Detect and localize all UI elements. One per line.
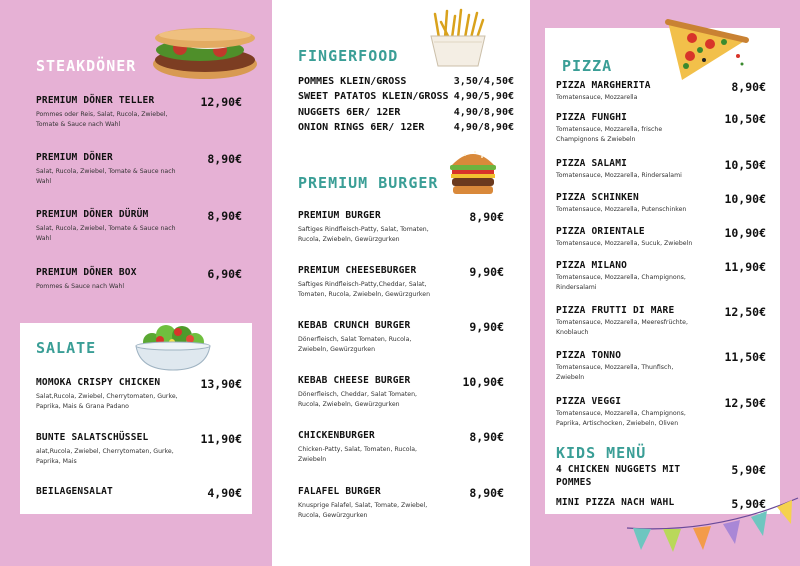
salad-bowl-image	[132, 320, 214, 372]
item-price: 10,90€	[462, 375, 504, 389]
item-price: 5,90€	[731, 497, 766, 511]
item-description: Dönerfleisch, Salat Tomaten, Rucola, Zwiebeln, Gewürzgurken	[298, 336, 412, 353]
menu-item	[36, 152, 242, 186]
item-description: Tomatensauce, Mozzarella, Champignons, Paprika, Artischocken, Zwiebeln, Oliven	[556, 410, 686, 427]
menu-item	[298, 107, 514, 118]
menu-item	[36, 267, 242, 292]
item-description: Salat, Rucola, Zwiebel, Tomate & Sauce nach Wahl	[36, 225, 176, 242]
item-name: BEILAGENSALAT	[36, 486, 113, 497]
item-price: 11,90€	[724, 260, 766, 274]
item-name: PIZZA SCHINKEN	[556, 192, 639, 203]
item-name: PIZZA VEGGI	[556, 396, 622, 407]
item-description: Saftiges Rindfleisch-Patty,Cheddar, Salat, Tomaten, Rucola, Zwiebeln, Gewürzgurken	[298, 281, 430, 298]
item-price: 8,90€	[469, 430, 504, 444]
item-description: Tomatensauce, Mozzarella, Sucuk, Zwiebeln	[556, 240, 693, 247]
item-name: PIZZA FUNGHI	[556, 112, 628, 123]
menu-item	[298, 210, 504, 244]
item-name: KEBAB CRUNCH BURGER	[298, 320, 411, 331]
item-price: 8,90€	[469, 486, 504, 500]
item-price: 10,90€	[724, 192, 766, 206]
item-price: 4,90/8,90€	[453, 107, 514, 118]
menu-item	[298, 76, 514, 87]
item-name: PREMIUM BURGER	[298, 210, 381, 221]
item-price: 4,90€	[207, 486, 242, 500]
item-price: 11,50€	[724, 350, 766, 364]
doener-image	[150, 20, 260, 82]
item-name: PIZZA ORIENTALE	[556, 226, 645, 237]
item-name: NUGGETS 6ER/ 12ER	[298, 107, 401, 118]
item-price: 12,50€	[724, 396, 766, 410]
item-description: Tomatensauce, Mozzarella, frische Champignons & Zwiebeln	[556, 126, 663, 143]
menu-item	[556, 350, 766, 382]
item-price: 9,90€	[469, 265, 504, 279]
item-name: POMMES KLEIN/GROSS	[298, 76, 407, 87]
item-price: 8,90€	[207, 152, 242, 166]
menu-item	[298, 486, 504, 520]
menu-item	[36, 377, 242, 411]
menu-item	[556, 192, 766, 215]
item-description: Pommes oder Reis, Salat, Rucola, Zwiebel, Tomate & Sauce nach Wahl	[36, 111, 168, 128]
item-name: PIZZA MARGHERITA	[556, 80, 651, 91]
item-price: 10,50€	[724, 158, 766, 172]
steakdoener-title: STEAKDÖNER	[36, 57, 137, 75]
item-name: PREMIUM CHEESEBURGER	[298, 265, 417, 276]
item-name: FALAFEL BURGER	[298, 486, 381, 497]
item-name: MINI PIZZA NACH WAHL	[556, 497, 675, 508]
pizza-title: PIZZA	[562, 57, 613, 75]
item-price: 13,90€	[200, 377, 242, 391]
item-description: Tomatensauce, Mozzarella, Champignons, Rindersalami	[556, 274, 686, 291]
burger-image	[447, 143, 499, 199]
menu-item	[298, 430, 504, 464]
item-name: PREMIUM DÖNER	[36, 152, 113, 163]
item-description: Dönerfleisch, Cheddar, Salat Tomaten, Rucola, Zwiebeln, Gewürzgurken	[298, 391, 417, 408]
menu-item	[556, 396, 766, 428]
menu-item	[298, 265, 504, 299]
menu-item	[556, 226, 766, 249]
menu-item	[556, 463, 766, 489]
item-name: ONION RINGS 6ER/ 12ER	[298, 122, 425, 133]
item-description: Tomatensauce, Mozzarella, Meeresfrüchte, Knoblauch	[556, 319, 688, 336]
item-name: BUNTE SALATSCHÜSSEL	[36, 432, 149, 443]
menu-item	[298, 91, 514, 102]
item-name: 4 CHICKEN NUGGETS MIT POMMES	[556, 464, 681, 488]
item-description: Tomatensauce, Mozzarella, Rindersalami	[556, 172, 682, 179]
menu-item	[556, 112, 766, 144]
fingerfood-title: FINGERFOOD	[298, 47, 399, 65]
item-name: PIZZA MILANO	[556, 260, 628, 271]
item-description: Chicken-Patty, Salat, Tomaten, Rucola, Zwiebeln	[298, 446, 417, 463]
item-price: 12,50€	[724, 305, 766, 319]
menu-item	[556, 80, 766, 103]
item-name: PIZZA SALAMI	[556, 158, 628, 169]
item-price: 12,90€	[200, 95, 242, 109]
menu-item	[298, 375, 504, 409]
item-price: 11,90€	[200, 432, 242, 446]
menu-item	[298, 320, 504, 354]
item-description: Salat, Rucola, Zwiebel, Tomate & Sauce nach Wahl	[36, 168, 176, 185]
item-name: MOMOKA CRISPY CHICKEN	[36, 377, 161, 388]
item-description: Knusprige Falafel, Salat, Tomate, Zwiebel, Rucola, Gewürzgurken	[298, 502, 428, 519]
item-description: Tomatensauce, Mozzarella, Putenschinken	[556, 206, 687, 213]
pizza-slice-image	[664, 16, 750, 82]
item-name: PIZZA FRUTTI DI MARE	[556, 305, 675, 316]
item-price: 3,50/4,50€	[453, 76, 514, 87]
menu-item	[556, 305, 766, 337]
burger-title: PREMIUM BURGER	[298, 174, 439, 192]
item-description: Tomatensauce, Mozzarella	[556, 94, 638, 101]
menu-item	[36, 432, 242, 466]
item-name: CHICKENBURGER	[298, 430, 375, 441]
item-description: Pommes & Sauce nach Wahl	[36, 283, 125, 290]
kids-menu-title: KIDS MENÜ	[556, 444, 647, 462]
item-price: 4,90/5,90€	[453, 91, 514, 102]
item-name: PIZZA TONNO	[556, 350, 622, 361]
item-price: 8,90€	[207, 209, 242, 223]
item-name: PREMIUM DÖNER BOX	[36, 267, 137, 278]
item-description: Salat,Rucola, Zwiebel, Cherrytomaten, Gurke, Paprika, Mais & Grana Padano	[36, 393, 178, 410]
item-name: KEBAB CHEESE BURGER	[298, 375, 411, 386]
item-price: 8,90€	[731, 80, 766, 94]
menu-item	[36, 486, 242, 500]
menu-item	[556, 158, 766, 181]
menu-item	[298, 122, 514, 133]
item-description: Saftiges Rindfleisch-Patty, Salat, Tomaten, Rucola, Zwiebeln, Gewürzgurken	[298, 226, 429, 243]
item-price: 6,90€	[207, 267, 242, 281]
item-price: 10,90€	[724, 226, 766, 240]
item-description: Tomatensauce, Mozzarella, Thunfisch, Zwiebeln	[556, 364, 674, 381]
salate-title: SALATE	[36, 339, 97, 357]
item-price: 5,90€	[731, 463, 766, 477]
menu-item	[36, 95, 242, 129]
item-name: PREMIUM DÖNER TELLER	[36, 95, 155, 106]
item-name: PREMIUM DÖNER DÜRÜM	[36, 209, 149, 220]
bunting-decoration	[625, 490, 800, 566]
menu-item	[556, 260, 766, 292]
item-description: alat,Rucola, Zwiebel, Cherrytomaten, Gurke, Paprika, Mais	[36, 448, 174, 465]
menu-item	[36, 209, 242, 243]
item-price: 8,90€	[469, 210, 504, 224]
item-name: SWEET PATATOS KLEIN/GROSS	[298, 91, 449, 102]
item-price: 9,90€	[469, 320, 504, 334]
item-price: 10,50€	[724, 112, 766, 126]
fries-image	[425, 8, 491, 70]
item-price: 4,90/8,90€	[453, 122, 514, 133]
